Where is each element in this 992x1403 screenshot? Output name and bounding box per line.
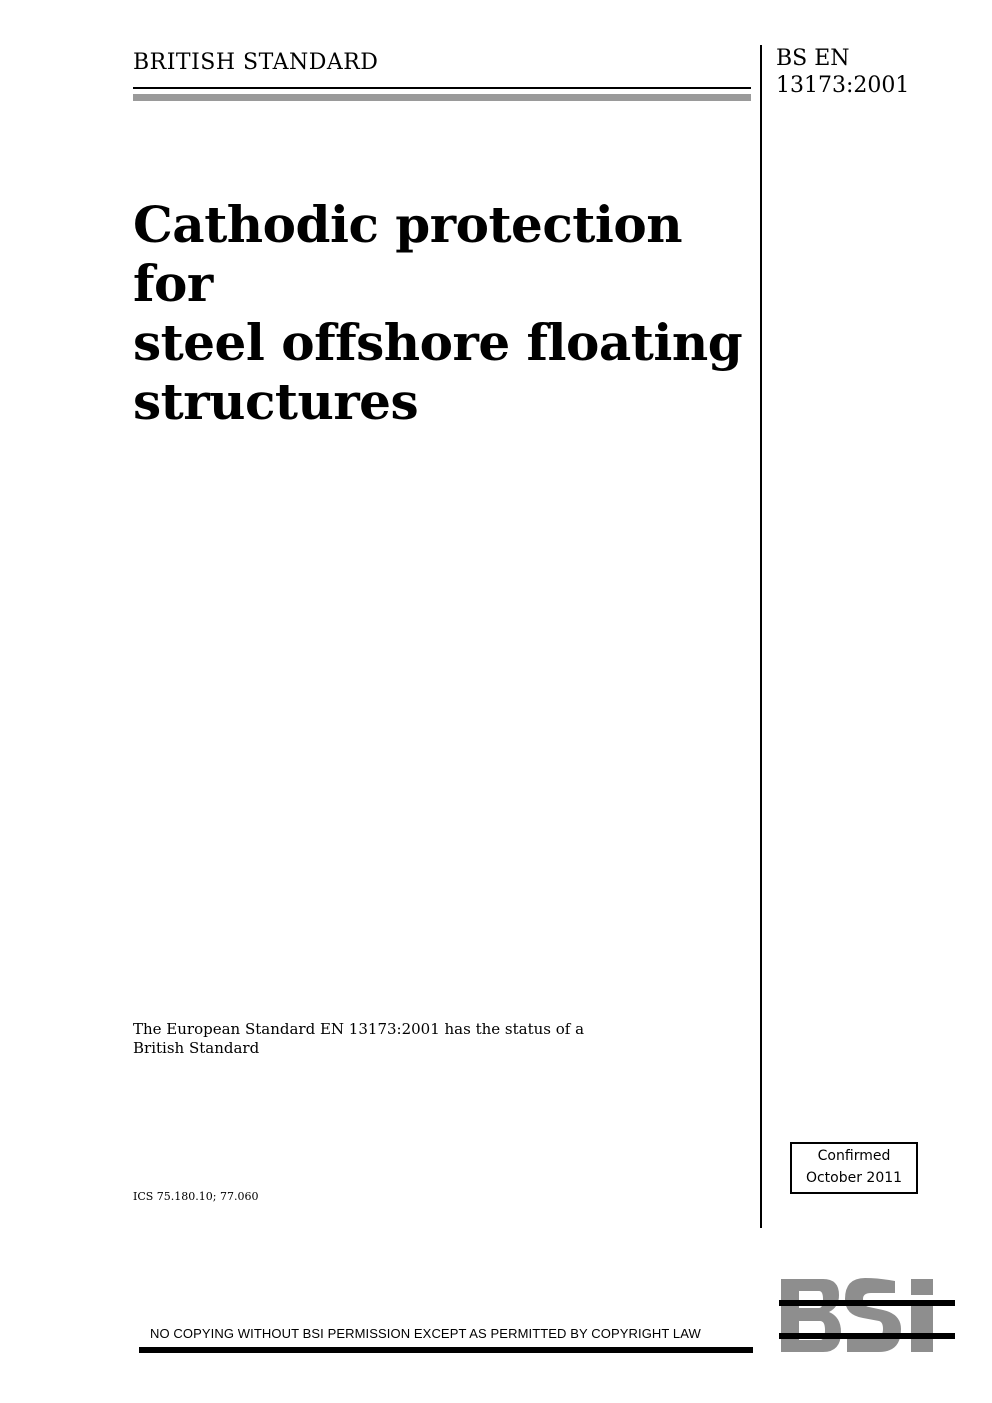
document-title bbox=[133, 195, 748, 431]
standard-number-line1: BS EN bbox=[776, 46, 850, 71]
copyright-notice: NO COPYING WITHOUT BSI PERMISSION EXCEPT AS PERMITTED BY COPYRIGHT LAW bbox=[150, 1326, 701, 1341]
confirmed-stamp bbox=[790, 1142, 918, 1194]
title-line-1: Cathodic protection for bbox=[133, 195, 683, 313]
footer-rule bbox=[139, 1347, 753, 1353]
confirmed-date: October 2011 bbox=[805, 1170, 903, 1186]
standard-number bbox=[776, 45, 909, 99]
ics-code: ICS 75.180.10; 77.060 bbox=[133, 1190, 259, 1203]
confirmed-label: Confirmed bbox=[817, 1148, 891, 1164]
status-note-line2: British Standard bbox=[133, 1039, 260, 1057]
bsi-logo bbox=[779, 1277, 955, 1354]
status-note-line1: The European Standard EN 13173:2001 has the status of a bbox=[133, 1020, 585, 1038]
document-type-label: BRITISH STANDARD bbox=[133, 50, 379, 75]
title-line-3: structures bbox=[133, 372, 419, 431]
title-line-2: steel offshore floating bbox=[133, 313, 743, 372]
standard-number-line2: 13173:2001 bbox=[776, 73, 910, 98]
header-rule-grey bbox=[133, 94, 751, 101]
status-note bbox=[133, 1020, 603, 1058]
vertical-divider bbox=[760, 45, 762, 1228]
header-rule-thin bbox=[133, 87, 751, 89]
